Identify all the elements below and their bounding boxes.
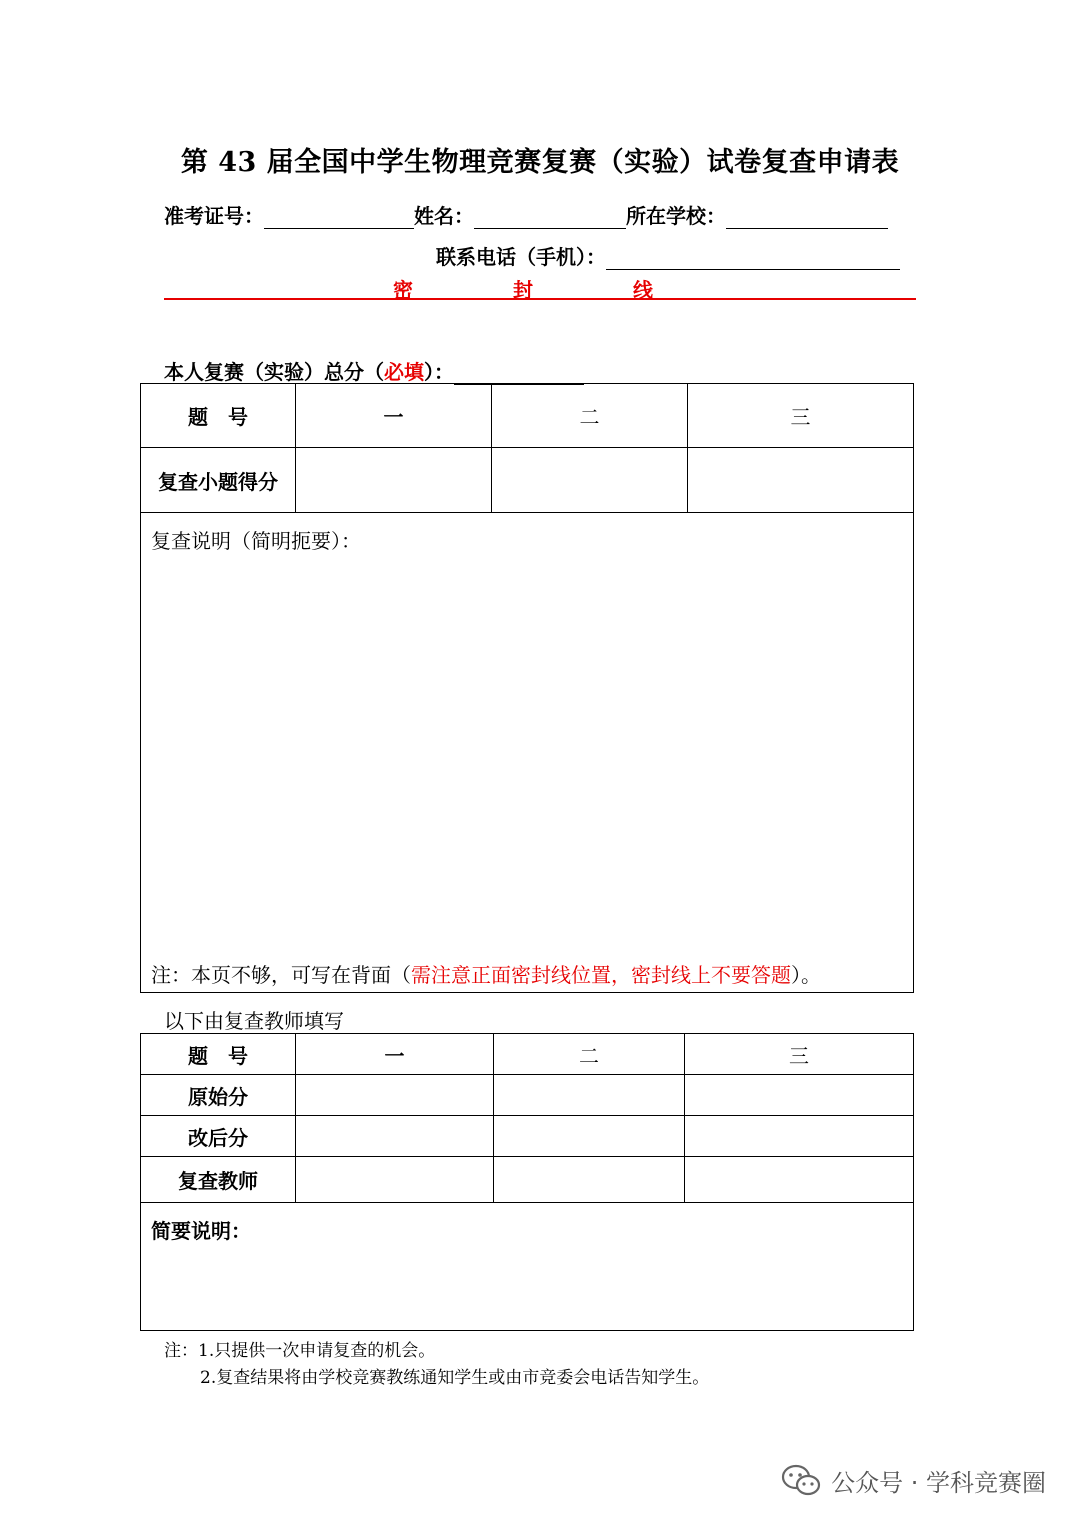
watermark: [781, 1463, 1046, 1498]
teacher-review-table: [140, 1033, 914, 1331]
exam-id-field[interactable]: [264, 208, 414, 229]
review-teacher-cell-3[interactable]: [685, 1157, 914, 1203]
original-score-label: 原始分: [141, 1075, 296, 1116]
total-score-suffix: ）：: [424, 360, 454, 384]
footnote-2: 2.复查结果将由学校竞赛教练通知学生或由市竞委会电话告知学生。: [200, 1368, 710, 1388]
table-row: [141, 1116, 914, 1157]
review-teacher-cell-2[interactable]: [494, 1157, 685, 1203]
col-header-1: 一: [296, 1034, 494, 1075]
summary-cell[interactable]: [141, 1203, 914, 1331]
seal-char-1: 密: [393, 278, 413, 302]
description-label: 复查说明（简明扼要）：: [151, 529, 361, 553]
col-header-3: 三: [688, 384, 914, 448]
note-suffix: ）。: [791, 963, 821, 987]
school-label: 所在学校：: [626, 204, 726, 228]
score-cell-1[interactable]: [296, 448, 492, 513]
score-cell-3[interactable]: [688, 448, 914, 513]
name-field[interactable]: [474, 208, 626, 229]
phone-field[interactable]: [606, 249, 900, 270]
review-teacher-label: 复查教师: [141, 1157, 296, 1203]
note-warning: 需注意正面密封线位置，密封线上不要答题: [411, 963, 791, 987]
school-field[interactable]: [726, 208, 888, 229]
revised-score-cell-1[interactable]: [296, 1116, 494, 1157]
score-cell-2[interactable]: [492, 448, 688, 513]
info-row-2: [436, 241, 900, 270]
score-row-label: 复查小题得分: [141, 448, 296, 513]
col-header-1: 一: [296, 384, 492, 448]
teacher-section-label: 以下由复查教师填写: [164, 1009, 344, 1033]
seal-char-2: 封: [513, 278, 533, 302]
revised-score-label: 改后分: [141, 1116, 296, 1157]
col-header-3: 三: [685, 1034, 914, 1075]
description-cell[interactable]: [141, 513, 914, 993]
exam-id-label: 准考证号：: [164, 204, 264, 228]
original-score-cell-2[interactable]: [494, 1075, 685, 1116]
table-row: [141, 448, 914, 513]
description-row: [141, 513, 914, 993]
review-request-table: [140, 383, 914, 993]
total-score-field[interactable]: [454, 364, 584, 385]
required-marker: 必填: [384, 360, 424, 384]
summary-label: 简要说明：: [151, 1219, 251, 1243]
description-note: [151, 959, 821, 988]
col-header-2: 二: [492, 384, 688, 448]
question-number-header: 题 号: [141, 1034, 296, 1075]
revised-score-cell-2[interactable]: [494, 1116, 685, 1157]
question-number-header: 题 号: [141, 384, 296, 448]
phone-label: 联系电话（手机）：: [436, 245, 606, 269]
seal-line: [164, 298, 916, 300]
page-title: 第 43 届全国中学生物理竞赛复赛（实验）试卷复查申请表: [180, 147, 900, 178]
revised-score-cell-3[interactable]: [685, 1116, 914, 1157]
original-score-cell-3[interactable]: [685, 1075, 914, 1116]
table-header-row: [141, 1034, 914, 1075]
col-header-2: 二: [494, 1034, 685, 1075]
name-label: 姓名：: [414, 204, 474, 228]
info-row-1: [164, 200, 888, 229]
seal-char-3: 线: [633, 278, 653, 302]
total-score-label: 本人复赛（实验）总分（: [164, 360, 384, 384]
summary-row: [141, 1203, 914, 1331]
review-teacher-cell-1[interactable]: [296, 1157, 494, 1203]
wechat-icon: [781, 1464, 821, 1498]
table-row: [141, 1075, 914, 1116]
table-row: [141, 1157, 914, 1203]
total-score-row: [164, 356, 584, 385]
watermark-text: 公众号 · 学科竞赛圈: [831, 1469, 1046, 1497]
table-header-row: [141, 384, 914, 448]
note-prefix: 注：本页不够，可写在背面（: [151, 963, 411, 987]
footnote-1: 注：1.只提供一次申请复查的机会。: [164, 1341, 436, 1361]
original-score-cell-1[interactable]: [296, 1075, 494, 1116]
